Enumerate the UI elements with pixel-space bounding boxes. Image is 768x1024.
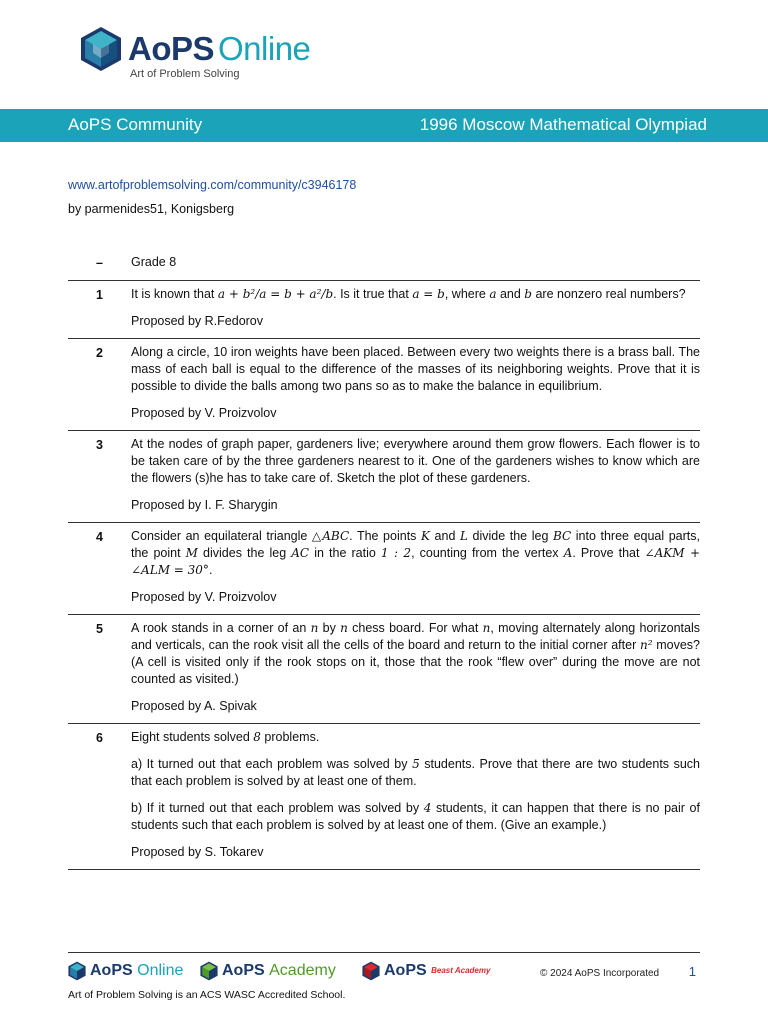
problem-number: 5 [96,622,103,636]
grade-label: Grade 8 [131,255,177,269]
copyright-text: © 2024 AoPS Incorporated [540,968,660,979]
problem-number: 2 [96,346,103,360]
problem-proposer: Proposed by V. Proizvolov [131,406,277,420]
problem-row-5 [68,615,700,724]
band-community-label[interactable]: AoPS Community [68,115,203,134]
problem-statement: Consider an equilateral triangle △ABC. The points K and L divide the leg BC into three equal parts, the point M divides the leg AC in the ratio 1 : 2, counting from the vertex A. Prove that ∠AKM + ∠ALM = 30°. [131,529,700,577]
problem-row-3 [68,431,700,523]
page-number: 1 [688,964,696,979]
title-band [0,109,768,142]
problem-statement: It is known that a + b²/a = b + a²/b. Is it true that a = b, where a and b are nonzero real numbers? [131,287,686,301]
aops-cube-icon [68,961,86,981]
problem-row-4 [68,523,700,615]
problem-proposer: Proposed by I. F. Sharygin [131,498,278,512]
problem-proposer: Proposed by V. Proizvolov [131,590,277,604]
problem-statement: Eight students solved 8 problems. [131,730,320,744]
problem-statement: A rook stands in a corner of an n by n chess board. For what n, moving alternately along horizontals and verticals, can the rook visit all the cells of the board and return to the initial corner after n² moves? (A cell is visited only if the rook stops on it, those that the rook “flew over” during the move are not counted as visited.) [131,621,700,686]
problem-proposer: Proposed by S. Tokarev [131,845,264,859]
problem-number: 6 [96,731,103,745]
grade-row [68,250,700,281]
author-line: by parmenides51, Konigsberg [68,202,235,216]
footer: AoPS Online AoPS Academy AoPS Beast Academy © 2024 AoPS Incorporated 1 [68,960,700,988]
grade-mark: – [96,256,103,270]
problem-row-1 [68,281,700,339]
community-url-link[interactable]: www.artofproblemsolving.com/community/c3946178 [68,178,357,192]
accreditation-text: Art of Problem Solving is an ACS WASC Accredited School. [68,989,346,1001]
problem-proposer: Proposed by R.Fedorov [131,314,264,328]
problem-row-6 [68,724,700,870]
problem-statement: Along a circle, 10 iron weights have been placed. Between every two weights there is a brass ball. The mass of each ball is equal to the difference of the masses of its neighboring weights. Prove that it is possible to divide the balls among two pans so as to make the balance in equilibrium. [131,345,700,393]
problem-number: 4 [96,530,103,544]
beast-cube-icon [362,961,380,981]
problem-statement: At the nodes of graph paper, gardeners live; everywhere around them grow flowers. Each flower is to be taken care of by the three gardeners nearest to it. One of the gardeners wishes to know which are the flowers (s)he has to take care of. Sketch the plot of these gardeners. [131,437,700,485]
aops-cube-icon [80,26,122,72]
footer-divider [68,952,700,953]
problem-row-2 [68,339,700,431]
band-contest-title: 1996 Moscow Mathematical Olympiad [419,115,707,134]
academy-cube-icon [200,961,218,981]
problem-proposer: Proposed by A. Spivak [131,699,257,713]
problem-part-a: a) It turned out that each problem was solved by 5 students. Prove that there are two students such that each problem is solved by at least one of them. [131,757,700,788]
problem-number: 3 [96,438,103,452]
problem-list [68,250,700,870]
logo-tagline: Art of Problem Solving [130,68,240,80]
logo-wordmark: AoPS Online [128,30,311,67]
problem-number: 1 [96,288,103,302]
problem-part-b: b) If it turned out that each problem was solved by 4 students, it can happen that there is no pair of students such that each problem is solved by at least one of them. (Give an example.) [131,801,700,832]
